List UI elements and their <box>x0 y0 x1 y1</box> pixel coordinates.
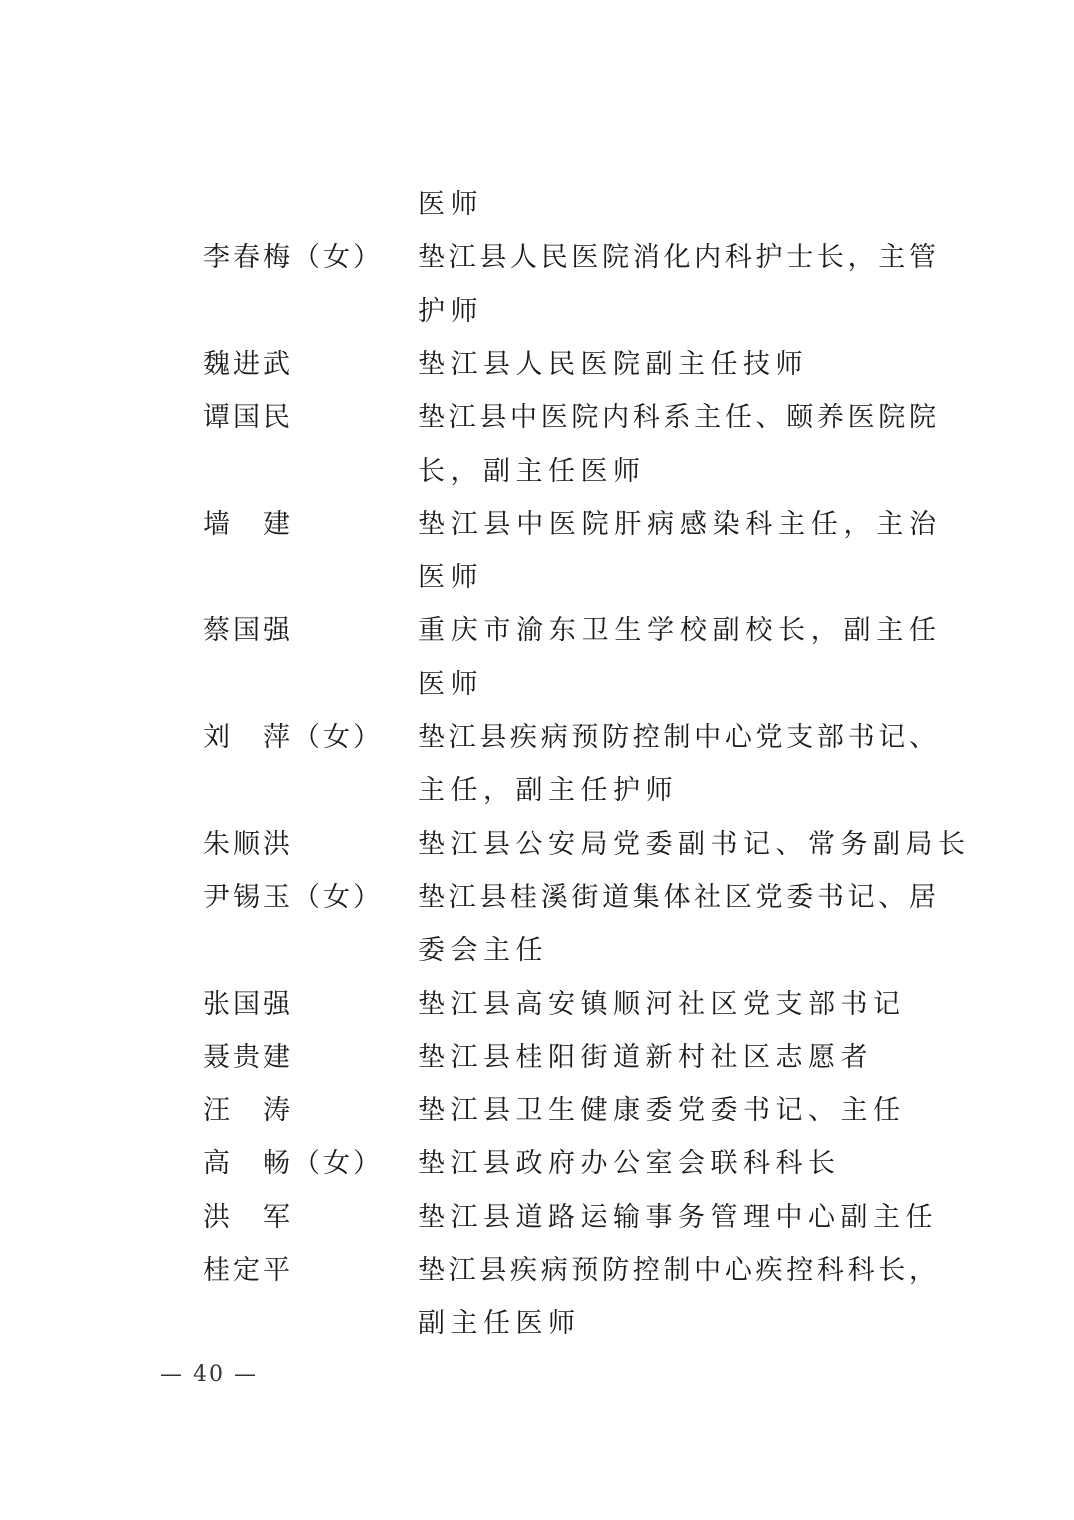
entry-name: 聂贵建 <box>203 1041 293 1073</box>
entry-name: 桂定平 <box>203 1255 293 1286</box>
entry-description: 垫江县中医院肝病感染科主任，主治 <box>418 508 936 540</box>
entry-description: 护师 <box>418 295 483 327</box>
entry-name: 尹锡玉（女） <box>203 881 383 913</box>
entry-description: 垫江县道路运输事务管理中心副主任 <box>418 1201 938 1233</box>
entry-description: 长，副主任医师 <box>418 455 646 487</box>
entry-name: 刘 萍（女） <box>203 722 383 753</box>
entry-description: 垫江县中医院内科系主任、颐养医院院 <box>418 402 936 434</box>
entry-description: 垫江县疾病预防控制中心疾控科科长， <box>418 1255 936 1286</box>
entry-description: 垫江县人民医院消化内科护士长，主管 <box>418 242 936 274</box>
entry-description: 副主任医师 <box>418 1308 581 1340</box>
entry-name: 高 畅（女） <box>203 1148 383 1180</box>
entry-description: 垫江县桂阳街道新村社区志愿者 <box>418 1041 873 1073</box>
page-number: — 40 — <box>160 1362 258 1387</box>
entry-description-continuation: 医师 <box>418 189 483 220</box>
entry-name: 李春梅（女） <box>203 242 383 274</box>
entry-name: 张国强 <box>203 988 293 1020</box>
entry-description: 垫江县桂溪街道集体社区党委书记、居 <box>418 881 936 913</box>
entry-description: 垫江县疾病预防控制中心党支部书记、 <box>418 722 936 753</box>
entry-description: 主任，副主任护师 <box>418 775 678 807</box>
entry-name: 洪 军 <box>203 1201 293 1233</box>
entry-description: 垫江县人民医院副主任技师 <box>418 348 808 380</box>
entry-name: 朱顺洪 <box>203 828 293 860</box>
entry-name: 墙 建 <box>203 508 293 540</box>
entry-description: 垫江县卫生健康委党委书记、主任 <box>418 1095 906 1127</box>
entry-name: 魏进武 <box>203 348 293 380</box>
entry-description: 委会主任 <box>418 935 548 967</box>
entry-description: 重庆市渝东卫生学校副校长，副主任 <box>418 615 936 647</box>
entry-description: 垫江县政府办公室会联科科长 <box>418 1148 841 1180</box>
entry-description: 医师 <box>418 668 483 700</box>
entry-name: 谭国民 <box>203 402 293 434</box>
entry-name: 蔡国强 <box>203 615 293 647</box>
entry-description: 垫江县高安镇顺河社区党支部书记 <box>418 988 906 1020</box>
entry-description: 垫江县公安局党委副书记、常务副局长 <box>418 828 971 860</box>
entry-description: 医师 <box>418 562 483 594</box>
entry-name: 汪 涛 <box>203 1095 293 1127</box>
